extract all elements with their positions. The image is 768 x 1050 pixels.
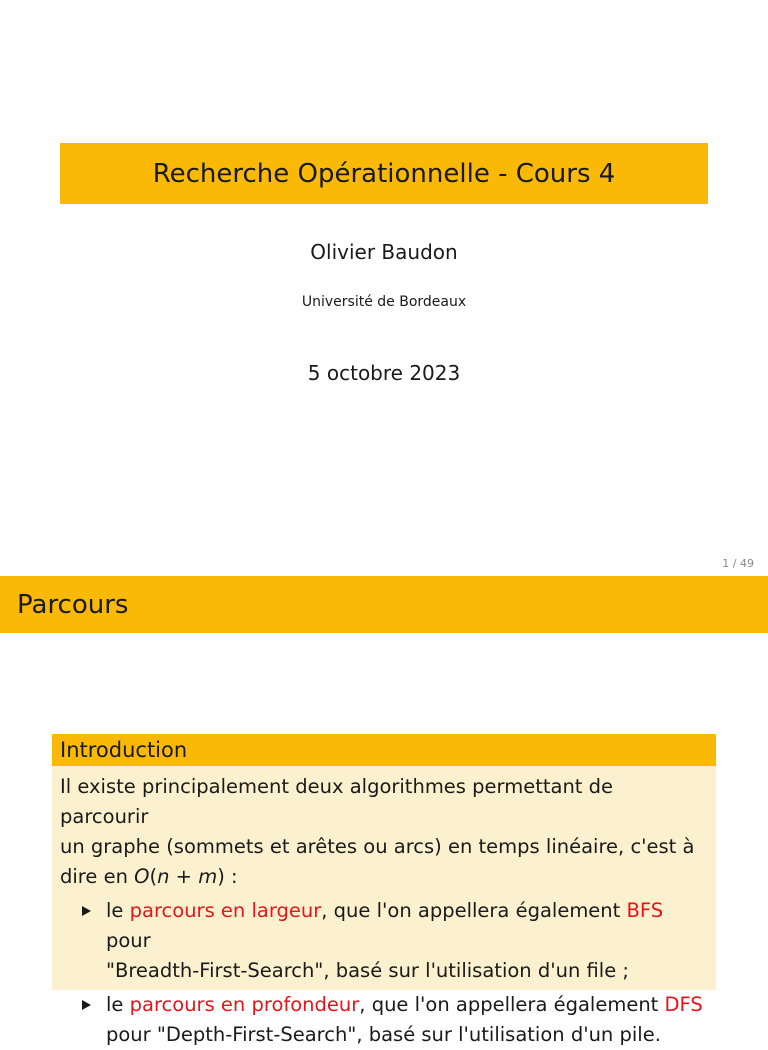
formula-plus: + [169, 865, 199, 888]
formula-m: m [198, 865, 218, 888]
triangle-bullet-icon [82, 906, 91, 916]
algorithm-list [60, 896, 706, 1050]
block-title: Introduction [52, 734, 716, 766]
complexity-formula [134, 865, 225, 888]
frame-title-bar [0, 576, 768, 633]
formula-open-paren: ( [149, 865, 158, 888]
bfs-acronym: BFS [626, 899, 664, 922]
formula-n: n [157, 865, 170, 888]
item-mid: , que l'on appellera également [359, 993, 665, 1016]
intro-line-3-suffix: : [224, 865, 238, 888]
frame-title: Parcours [17, 589, 129, 620]
triangle-bullet-icon [82, 1000, 91, 1010]
presentation-title: Recherche Opérationnelle - Cours 4 [152, 158, 616, 189]
block-body [52, 766, 716, 1046]
formula-close-paren: ) [217, 865, 225, 888]
intro-line-1: Il existe principalement deux algorithmes permettant de parcourir [60, 775, 614, 828]
presentation-date: 5 octobre 2023 [307, 361, 461, 385]
bfs-line-2: "Breadth-First-Search", basé sur l'utilisation d'un file ; [106, 959, 629, 982]
institute-name: Université de Bordeaux [301, 294, 467, 310]
item-mid: , que l'on appellera également [321, 899, 627, 922]
parcours-slide [0, 576, 768, 1046]
item-le: le [106, 993, 130, 1016]
list-item-dfs [60, 990, 706, 1050]
author-name: Olivier Baudon [310, 240, 458, 264]
dfs-acronym: DFS [664, 993, 703, 1016]
intro-line-3-prefix: dire en [60, 865, 135, 888]
bfs-highlight: parcours en largeur [129, 899, 322, 922]
formula-o: O [134, 865, 150, 888]
intro-line-2: un graphe (sommets et arêtes ou arcs) en temps linéaire, c'est à [60, 835, 695, 858]
presentation-title-box [60, 143, 708, 204]
page-number: 1 / 49 [722, 557, 754, 570]
item-le: le [106, 899, 130, 922]
dfs-line-2: pour "Depth-First-Search", basé sur l'utilisation d'un pile. [106, 1023, 661, 1046]
list-item-bfs [60, 896, 706, 986]
intro-paragraph [60, 772, 706, 892]
dfs-highlight: parcours en profondeur [129, 993, 360, 1016]
item-after-acronym: pour [106, 929, 151, 952]
introduction-block [52, 734, 716, 1046]
